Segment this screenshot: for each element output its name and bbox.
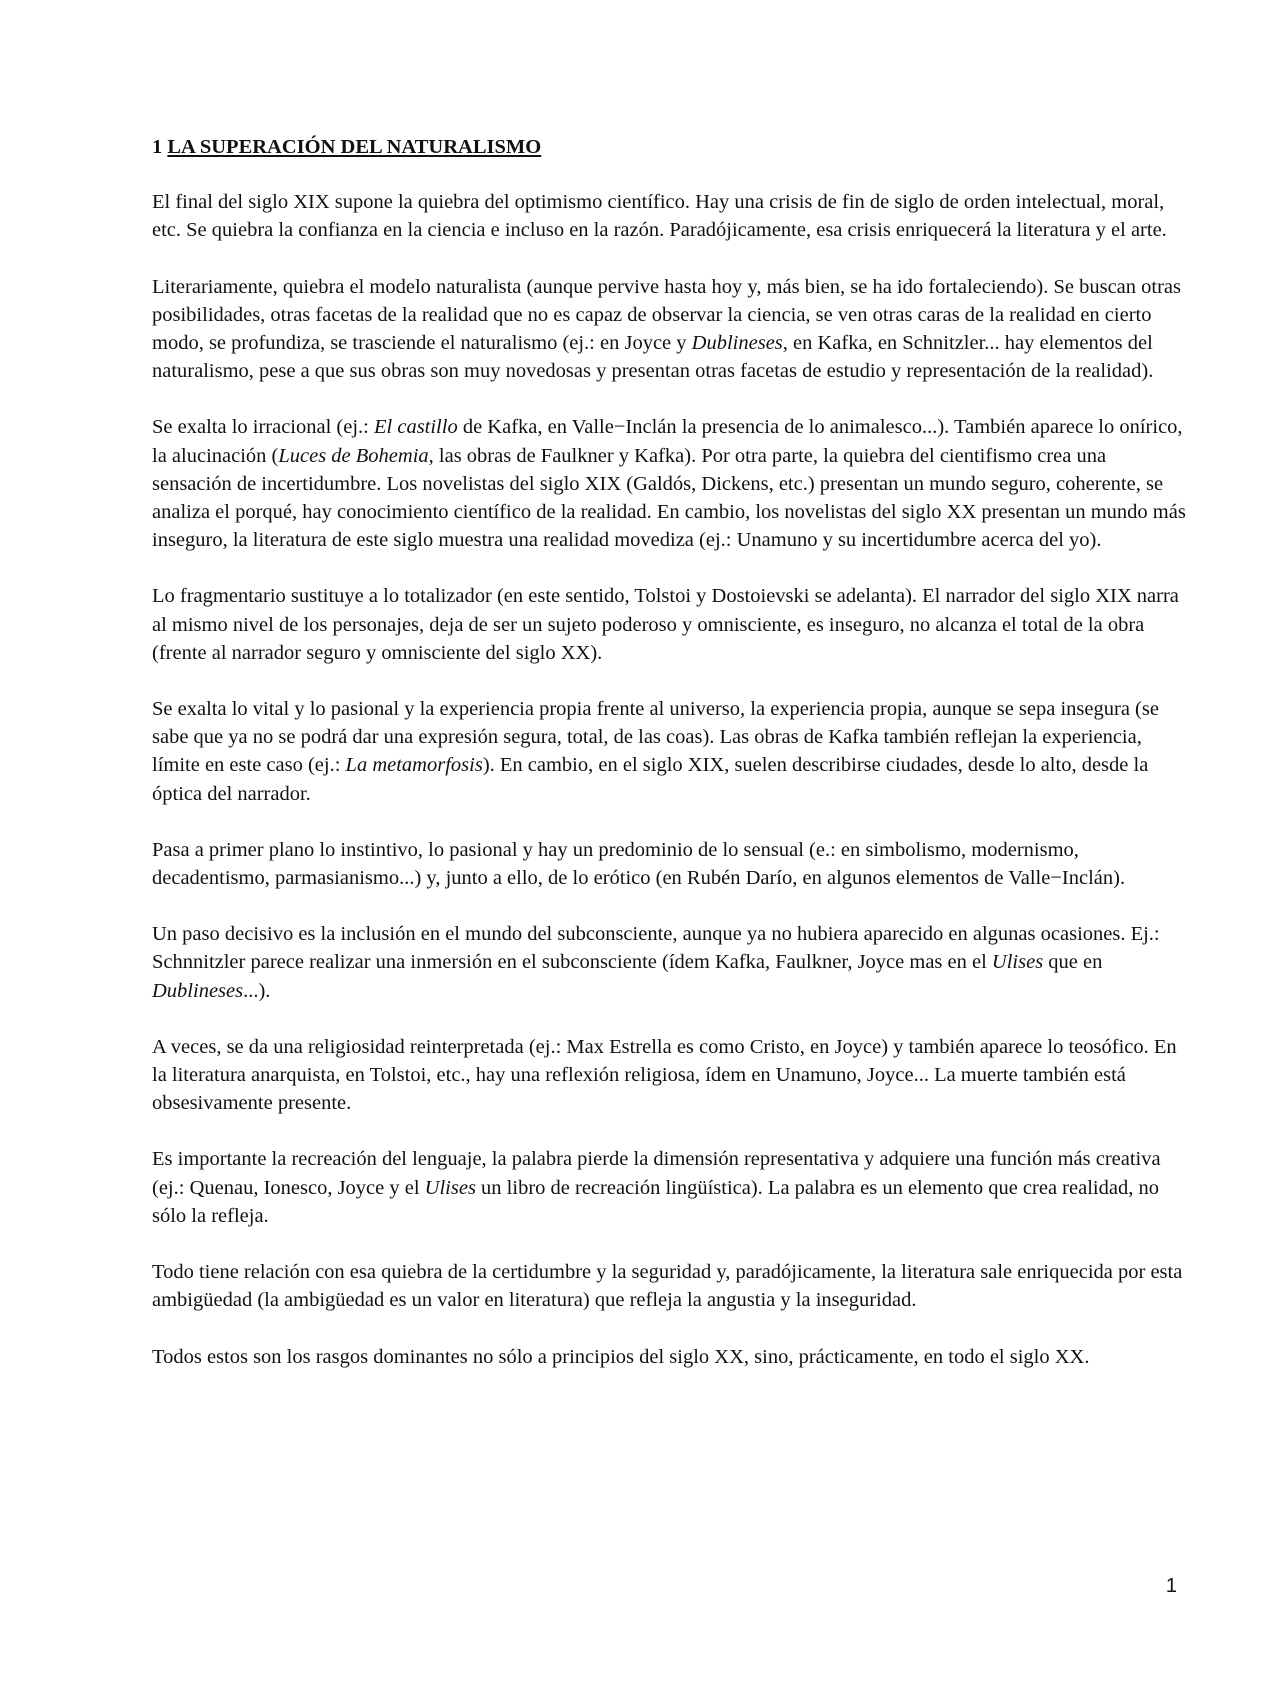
- section-title: LA SUPERACIÓN DEL NATURALISMO: [167, 136, 542, 158]
- paragraph: [152, 695, 1187, 808]
- section-heading: [152, 133, 1187, 161]
- italic-title-text: La metamorfosis: [345, 754, 483, 777]
- italic-title-text: El castillo: [374, 416, 458, 439]
- paragraph: [152, 1343, 1187, 1371]
- paragraph-text: , las obras de Faulkner y Kafka). Por otra parte, la quiebra del cientifismo crea una sensación de incertidumbre. Los novelistas del siglo XIX (Galdós, Dickens, etc.) presentan un mundo seguro, coherente, se analiza el porqué, hay conocimiento científico de la realidad. En cambio, los novelistas del siglo XX presentan un mundo más inseguro, la literatura de este siglo muestra una realidad movediza (ej.: Unamuno y su incertidumbre acerca del yo).: [152, 444, 1186, 552]
- section-number: 1: [152, 136, 163, 158]
- paragraph-text: ...).: [243, 979, 271, 1002]
- paragraph-text: Pasa a primer plano lo instintivo, lo pasional y hay un predominio de lo sensual (e.: en simbolismo, modernismo, decadentismo, parmasianismo...) y, junto a ello, de lo erótico (en Rubén Darío, en algunos elementos de Valle−Inclán).: [152, 838, 1126, 890]
- paragraph: [152, 1258, 1187, 1314]
- italic-title-text: Dublineses: [152, 979, 244, 1002]
- paragraph: [152, 582, 1187, 667]
- paragraph-text: un libro de recreación lingüística). La palabra es un elemento que crea realidad, no sólo la refleja.: [152, 1176, 1159, 1227]
- paragraph: [152, 188, 1187, 244]
- paragraph-text: Se exalta lo vital y lo pasional y la experiencia propia frente al universo, la experiencia propia, aunque se sepa insegura (se sabe que ya no se podrá dar una expresión segura, total, de las coas). Las obras de Kafka también reflejan la experiencia, límite en este caso (ej.:: [152, 698, 1159, 777]
- paragraph-text: Un paso decisivo es la inclusión en el mundo del subconsciente, aunque ya no hubiera aparecido en algunas ocasiones. Ej.: Schnnitzler parece realizar una inmersión en el subconsciente (ídem Kafka, Faulkner, Joyce mas en el: [152, 923, 1160, 974]
- paragraph-text: Lo fragmentario sustituye a lo totalizador (en este sentido, Tolstoi y Dostoievski se adelanta). El narrador del siglo XIX narra al mismo nivel de los personajes, deja de ser un sujeto poderoso y omnisciente, es inseguro, no alcanza el total de la obra (frente al narrador seguro y omnisciente del siglo XX).: [152, 585, 1179, 664]
- paragraph: [152, 1033, 1187, 1118]
- paragraph-text: Literariamente, quiebra el modelo naturalista (aunque pervive hasta hoy y, más bien, se ha ido fortaleciendo). Se buscan otras posibilidades, otras facetas de la realidad que no es capaz de observar la ciencia, se ven otras caras de la realidad en cierto modo, se profundiza, se trasciende el naturalismo (ej.: en Joyce y: [152, 275, 1181, 355]
- paragraph: [152, 836, 1187, 892]
- paragraph: [152, 920, 1187, 1005]
- paragraph-text: que en: [1043, 951, 1103, 974]
- document-body: [152, 133, 1187, 1399]
- page-number: 1: [1165, 1575, 1177, 1597]
- paragraph: [152, 273, 1187, 386]
- paragraph: [152, 413, 1187, 554]
- paragraph-text: de Kafka, en Valle−Inclán la presencia de lo animalesco...). También aparece lo onírico, la alucinación (: [152, 416, 1183, 467]
- italic-title-text: Luces de Bohemia: [278, 444, 429, 467]
- paragraph-text: Es importante la recreación del lenguaje, la palabra pierde la dimensión representativa y adquiere una función más creativa (ej.: Quenau, Ionesco, Joyce y el: [152, 1148, 1161, 1199]
- paragraph: [152, 1145, 1187, 1230]
- italic-title-text: Ulises: [991, 951, 1044, 974]
- paragraph-text: A veces, se da una religiosidad reinterpretada (ej.: Max Estrella es como Cristo, en Joyce) y también aparece lo teosófico. En la literatura anarquista, en Tolstoi, etc., hay una reflexión religiosa, ídem en Unamuno, Joyce... La muerte también está obsesivamente presente.: [152, 1035, 1177, 1115]
- paragraph-text: , en Kafka, en Schnitzler... hay elementos del naturalismo, pese a que sus obras son muy novedosas y presentan otras facetas de estudio y representación de la realidad).: [152, 332, 1154, 383]
- paragraph-text: Todos estos son los rasgos dominantes no sólo a principios del siglo XX, sino, prácticamente, en todo el siglo XX.: [152, 1345, 1090, 1368]
- italic-title-text: Dublineses: [691, 332, 783, 355]
- paragraph-text: Todo tiene relación con esa quiebra de la certidumbre y la seguridad y, paradójicamente, la literatura sale enriquecida por esta ambigüedad (la ambigüedad es un valor en literatura) que refleja la angustia y la inseguridad.: [152, 1261, 1183, 1312]
- paragraph-text: El final del siglo XIX supone la quiebra del optimismo científico. Hay una crisis de fin de siglo de orden intelectual, moral, etc. Se quiebra la confianza en la ciencia e incluso en la razón. Paradójicamente, esa crisis enriquecerá la literatura y el arte.: [152, 191, 1167, 242]
- italic-title-text: Ulises: [424, 1176, 476, 1199]
- paragraph-list: [152, 188, 1187, 1371]
- paragraph-text: Se exalta lo irracional (ej.:: [152, 416, 374, 439]
- paragraph-text: ). En cambio, en el siglo XIX, suelen describirse ciudades, desde lo alto, desde la óptica del narrador.: [152, 754, 1149, 805]
